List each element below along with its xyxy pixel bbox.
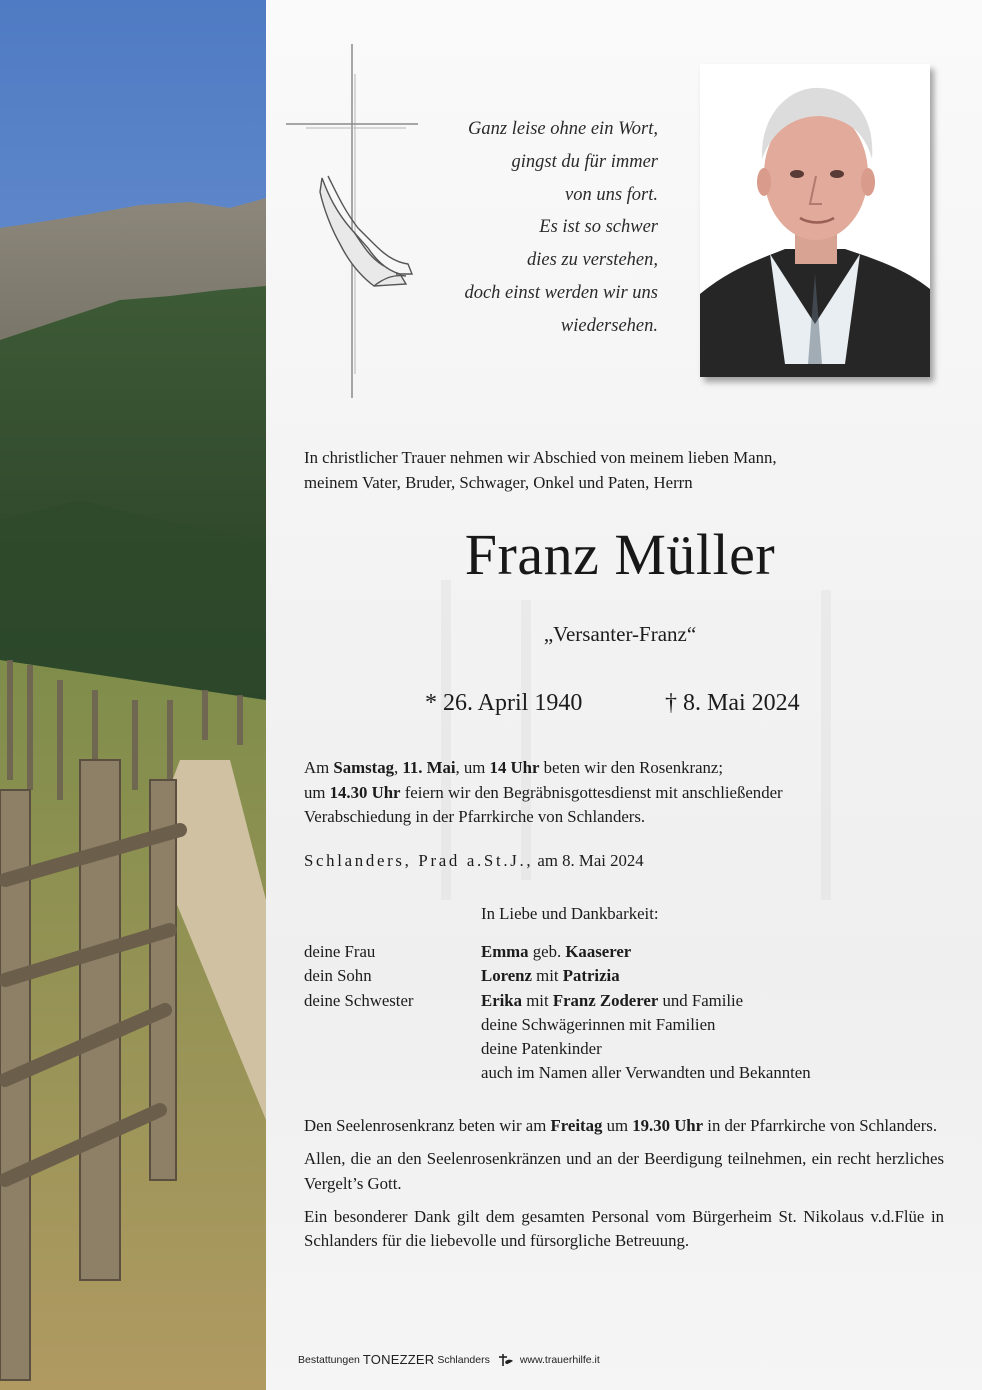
relation: deine Frau [304,942,376,961]
deceased-nickname: „Versanter-Franz“ [543,622,697,646]
footer-city: Schlanders [437,1354,490,1366]
poem-line: Es ist so schwer [539,217,658,238]
service-line: Verabschiedung in der Pfarrkirche von Schlanders. [304,807,646,826]
intro-text [304,446,904,495]
mourner-names: auch im Namen aller Verwandten und Bekannten [481,1063,811,1083]
poem-line: von uns fort. [564,184,658,205]
poem-line: wiedersehen. [560,315,658,336]
poem-line: gingst du für immer [511,151,658,172]
list-item [304,1037,924,1061]
thanks-note: Allen, die an den Seelenrosenkränzen und an der Beerdigung teilnehmen, ein recht herzliches Vergelt’s Gott. [304,1149,944,1193]
rosary-note: Den Seelenrosenkranz beten wir am Freitag um 19.30 Uhr in der Pfarrkirche von Schlanders. [304,1116,938,1135]
closing-notes [304,1114,944,1262]
mourner-names: deine Patenkinder [481,1039,602,1059]
list-item [304,1013,924,1037]
list-item [304,989,924,1013]
relation: deine Schwester [304,990,414,1010]
birth-date: * 26. April 1940 [425,690,583,716]
gratitude-line: In Liebe und Dankbarkeit: [481,904,659,923]
place-and-date [304,849,644,873]
footer-prefix: Bestattungen [298,1354,360,1366]
poem-line: doch einst werden wir uns [464,282,658,303]
mourner-names: Erika mit Franz Zoderer und Familie [481,990,744,1010]
footer-brand: TONEZZER [362,1352,435,1367]
list-item [304,1061,924,1085]
cross-with-praying-hands-icon [286,44,422,400]
landscape-photo [0,0,266,1390]
death-date: † 8. Mai 2024 [665,690,800,716]
deceased-name: Franz Müller [464,522,776,587]
relation: dein Sohn [304,966,372,986]
footer-url[interactable]: www.trauerhilfe.it [519,1354,600,1366]
service-line: Am Samstag, 11. Mai, um 14 Uhr beten wir den Rosenkranz; [304,758,724,777]
service-line: um 14.30 Uhr feiern wir den Begräbnisgottesdienst mit anschließender [304,782,783,802]
funeral-home-footer [298,1352,600,1368]
mourners-list [304,940,924,1086]
intro-line: meinem Vater, Bruder, Schwager, Onkel und Paten, Herrn [304,472,693,492]
mourner-names: Emma geb. Kaaserer [481,942,632,961]
intro-line: In christlicher Trauer nehmen wir Abschied von meinem lieben Mann, [304,448,777,467]
poem [408,113,658,343]
announcement-date: am 8. Mai 2024 [533,851,644,870]
service-announcement [304,756,904,830]
special-thanks-note: Ein besonderer Dank gilt dem gesamten Personal vom Bürgerheim St. Nikolaus v.d.Flüe in Schlanders für die liebevolle und fürsorgliche Betreuung. [304,1206,944,1251]
mourner-names: Lorenz mit Patrizia [481,966,620,986]
poem-line: dies zu verstehen, [526,250,658,271]
place-names: Schlanders, Prad a.St.J., [304,851,534,870]
list-item [304,964,924,988]
poem-line: Ganz leise ohne ein Wort, [468,119,658,139]
portrait-photo [700,64,930,377]
mourner-names: deine Schwägerinnen mit Familien [481,1014,716,1034]
dove-cross-logo-icon [496,1353,514,1367]
list-item [304,940,924,964]
